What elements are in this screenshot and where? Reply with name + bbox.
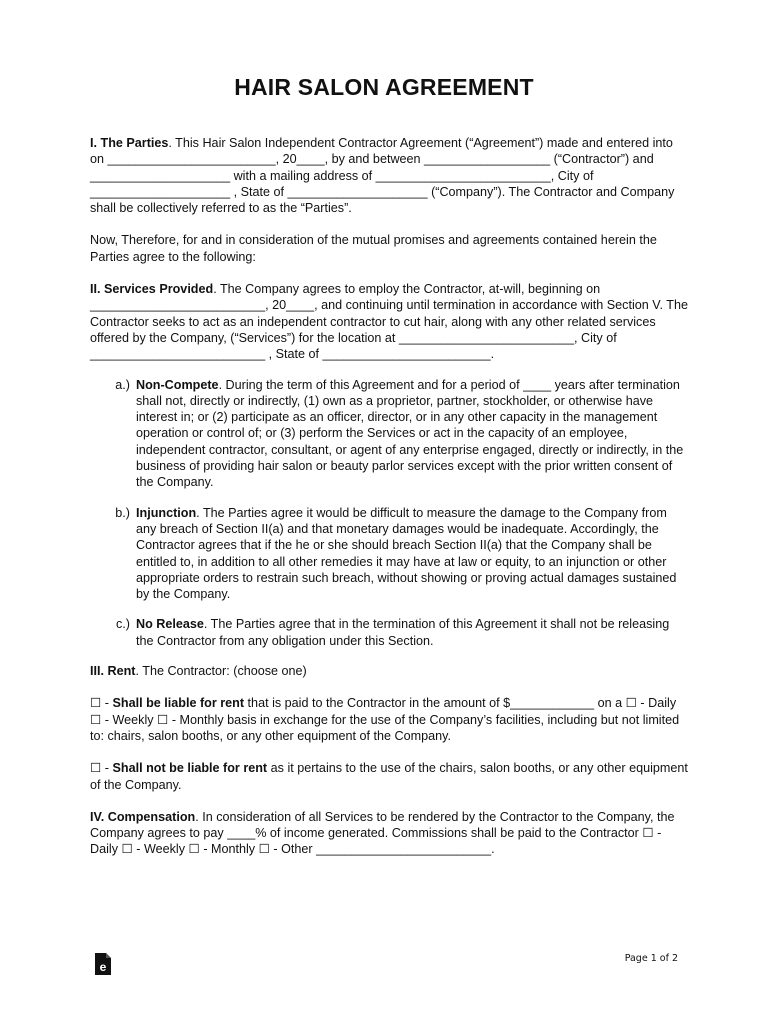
list-item-text <box>136 505 690 603</box>
rent-option-liable <box>90 695 690 744</box>
list-item-heading: Non-Compete <box>136 377 219 392</box>
services-paragraph <box>90 281 690 362</box>
rent-option-heading: Shall not be liable for rent <box>112 761 268 776</box>
checkbox-icon[interactable]: ☐ - <box>90 696 113 711</box>
rent-option-not-liable <box>90 760 690 793</box>
eforms-logo-icon <box>93 952 113 976</box>
document-body <box>90 135 690 874</box>
document-title: HAIR SALON AGREEMENT <box>234 74 534 100</box>
page-number: Page 1 of 2 <box>624 953 678 964</box>
list-item-heading: No Release <box>136 617 204 632</box>
compensation-paragraph <box>90 809 690 858</box>
parties-text: . This Hair Salon Independent Contractor Agreement (“Agreement”) made and entered into on ________________________, 20____, by and between __________________ (“Contractor”) and ____________________ with a mailing address of _________________________, City of ____________________ , State of ____________________ (“Company”). The Contractor and Company shall be collectively referred to as the “Parties”. <box>90 136 675 216</box>
parties-heading: I. The Parties <box>90 136 169 150</box>
list-item-text <box>136 377 690 491</box>
compensation-heading: IV. Compensation <box>90 809 196 824</box>
svg-text:e: e <box>99 960 107 974</box>
rent-option-heading: Shall be liable for rent <box>112 696 245 711</box>
list-item-non-compete <box>90 377 690 491</box>
list-item-marker: a.) <box>115 377 130 392</box>
rent-option-text: that is paid to the Contractor in the amount of $____________ on a ☐ - Daily ☐ - Weekly ☐ - Monthly basis in exchange for the use of the Company’s facilities, including but not limited to: chairs, salon booths, or any other equipment of the Company. <box>90 696 680 743</box>
checkbox-icon[interactable]: ☐ - <box>90 761 113 776</box>
list-item-text <box>136 616 690 649</box>
list-item-heading: Injunction <box>136 505 197 520</box>
rent-option-text: as it pertains to the use of the chairs, salon booths, or any other equipment of the Company. <box>90 761 688 792</box>
compensation-text: . In consideration of all Services to be rendered by the Contractor to the Company, the Company agrees to pay ____% of income generated. Commissions shall be paid to the Contractor ☐ - Daily ☐ - Weekly ☐ - Monthly ☐ - Other _________________________. <box>90 809 675 857</box>
list-item-injunction <box>90 505 690 603</box>
list-item-body: . The Parties agree that in the termination of this Agreement it shall not be releasing the Contractor from any obligation under this Section. <box>136 617 670 648</box>
rent-text: . The Contractor: (choose one) <box>135 664 307 679</box>
list-item-body: . During the term of this Agreement and for a period of ____ years after termination shall not, directly or indirectly, (1) own as a proprietor, partner, stockholder, or otherwise have interest in; or (2) participate as an officer, director, or in any other capacity in the management operation or control of; or (3) perform the Services or act in the capacity of an employee, independent contractor, consultant, or agent of any enterprise engaged, directly or indirectly, in the business of providing hair salon or beauty parlor services except with the prior written consent of the Company. <box>136 377 684 490</box>
rent-paragraph <box>90 663 690 679</box>
list-item-no-release <box>90 616 690 649</box>
list-item-marker: c.) <box>116 617 130 632</box>
rent-heading: III. Rent <box>90 664 136 679</box>
list-item-body: . The Parties agree it would be difficult to measure the damage to the Company from any breach of Section II(a) and that monetary damages would be inadequate. Accordingly, the Contractor agrees that if the he or she should breach Section II(a) that the Company shall be entitled to, in addition to all other remedies it may have at law or equity, to an injunction or other appropriate orders to restrain such breach, without showing or proving actual damages sustained by the Company. <box>136 505 677 602</box>
now-therefore-paragraph: Now, Therefore, for and in consideration of the mutual promises and agreements contained herein the Parties agree to the following: <box>90 233 657 264</box>
services-text: . The Company agrees to employ the Contractor, at-will, beginning on _________________________, 20____, and continuing until termination in accordance with Section V. The Contractor seeks to act as an independent contractor to cut hair, along with any other related services offered by the Company, (“Services”) for the location at _________________________, City of _________________________ , State of ________________________. <box>90 282 688 362</box>
services-heading: II. Services Provided <box>90 282 214 297</box>
list-item-marker: b.) <box>115 505 130 520</box>
parties-paragraph <box>90 135 690 216</box>
